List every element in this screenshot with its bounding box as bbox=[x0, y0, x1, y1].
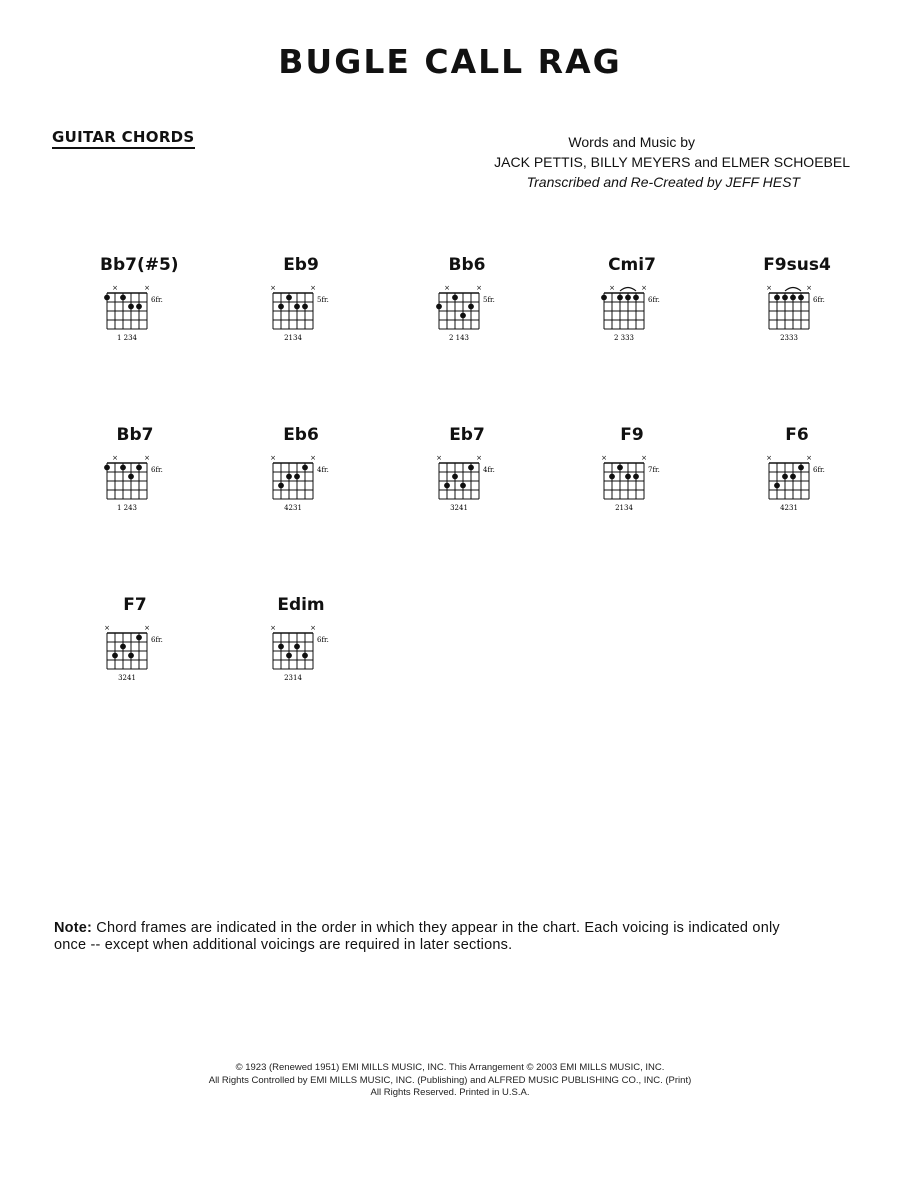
copyright-line-2: All Rights Controlled by EMI MILLS MUSIC, INC. (Publishing) and ALFRED MUSIC PUBLISHING CO., INC. (Print) bbox=[208, 1074, 692, 1086]
fingering-numbers: 2 143 bbox=[448, 334, 470, 342]
fingering-numbers: 4231 bbox=[780, 504, 798, 512]
finger-dot bbox=[120, 295, 126, 301]
finger-dot bbox=[120, 644, 126, 650]
muted-string-marker: × bbox=[444, 284, 450, 292]
finger-dot bbox=[782, 295, 788, 301]
finger-dot bbox=[104, 295, 110, 301]
muted-string-marker: × bbox=[609, 284, 615, 292]
muted-string-marker: × bbox=[806, 284, 812, 292]
fret-position-label: 6fr. bbox=[151, 466, 163, 474]
chord-frame bbox=[432, 425, 522, 535]
fret-position-label: 6fr. bbox=[648, 296, 660, 304]
finger-dot bbox=[609, 474, 615, 480]
fret-position-label: 5fr. bbox=[483, 296, 495, 304]
note-label: Note: bbox=[54, 920, 93, 936]
finger-dot bbox=[444, 483, 450, 489]
copyright-block bbox=[0, 1062, 900, 1100]
fret-position-label: 6fr. bbox=[151, 636, 163, 644]
fingering-numbers: 2 333 bbox=[613, 334, 635, 342]
copyright-line-3: All Rights Reserved. Printed in U.S.A. bbox=[370, 1087, 530, 1098]
muted-string-marker: × bbox=[641, 284, 647, 292]
chord-frame bbox=[100, 255, 190, 365]
fingering-numbers: 2314 bbox=[284, 674, 302, 682]
chord-frame bbox=[762, 425, 852, 535]
chord-name: F9 bbox=[620, 425, 644, 445]
chord-diagram bbox=[432, 255, 522, 365]
finger-dot bbox=[625, 295, 631, 301]
finger-dot bbox=[278, 483, 284, 489]
muted-string-marker: × bbox=[601, 454, 607, 462]
finger-dot bbox=[790, 474, 796, 480]
chord-name: F7 bbox=[123, 595, 147, 615]
muted-string-marker: × bbox=[144, 454, 150, 462]
credits bbox=[0, 132, 850, 192]
finger-dot bbox=[625, 474, 631, 480]
chord-name: F9sus4 bbox=[763, 255, 831, 275]
finger-dot bbox=[774, 483, 780, 489]
fret-position-label: 6fr. bbox=[813, 466, 825, 474]
fret-position-label: 4fr. bbox=[483, 466, 495, 474]
muted-string-marker: × bbox=[310, 454, 316, 462]
finger-dot bbox=[460, 313, 466, 319]
finger-dot bbox=[104, 465, 110, 471]
chord-diagram bbox=[100, 595, 190, 705]
chord-name: F6 bbox=[785, 425, 809, 445]
copyright-line-1: © 1923 (Renewed 1951) EMI MILLS MUSIC, INC. This Arrangement © 2003 EMI MILLS MUSIC, INC. bbox=[235, 1062, 665, 1073]
chord-diagram bbox=[100, 425, 190, 535]
chord-frame bbox=[266, 595, 356, 705]
chord-name: Eb7 bbox=[449, 425, 485, 445]
muted-string-marker: × bbox=[436, 454, 442, 462]
page-title: BUGLE CALL RAG bbox=[278, 42, 622, 81]
note-text: Chord frames are indicated in the order in which they appear in the chart. Each voicing is indicated only once -- except when additional voicings are required in later sections. bbox=[54, 920, 780, 953]
finger-dot bbox=[120, 465, 126, 471]
chord-diagram bbox=[762, 255, 852, 365]
finger-dot bbox=[798, 295, 804, 301]
finger-dot bbox=[286, 474, 292, 480]
finger-dot bbox=[617, 465, 623, 471]
muted-string-marker: × bbox=[476, 284, 482, 292]
chord-name: Bb6 bbox=[448, 255, 486, 275]
finger-dot bbox=[128, 304, 134, 310]
chord-name: Eb6 bbox=[283, 425, 319, 445]
finger-dot bbox=[286, 295, 292, 301]
finger-dot bbox=[452, 474, 458, 480]
chord-frame bbox=[597, 425, 687, 535]
finger-dot bbox=[136, 465, 142, 471]
finger-dot bbox=[128, 653, 134, 659]
finger-dot bbox=[302, 304, 308, 310]
fingering-numbers: 3241 bbox=[450, 504, 468, 512]
chord-name: Eb9 bbox=[283, 255, 319, 275]
chord-frame bbox=[597, 255, 687, 365]
muted-string-marker: × bbox=[806, 454, 812, 462]
fingering-numbers: 1 234 bbox=[116, 334, 138, 342]
chord-name: Bb7 bbox=[116, 425, 154, 445]
fret-position-label: 4fr. bbox=[317, 466, 329, 474]
chord-name: Edim bbox=[277, 595, 325, 615]
fret-position-label: 6fr. bbox=[813, 296, 825, 304]
credits-composers: JACK PETTIS, BILLY MEYERS and ELMER SCHOEBEL bbox=[494, 154, 850, 170]
finger-dot bbox=[136, 304, 142, 310]
muted-string-marker: × bbox=[144, 624, 150, 632]
chord-diagram bbox=[266, 595, 356, 705]
fret-position-label: 7fr. bbox=[648, 466, 660, 474]
finger-dot bbox=[798, 465, 804, 471]
muted-string-marker: × bbox=[641, 454, 647, 462]
chord-diagram bbox=[762, 425, 852, 535]
chord-diagram bbox=[100, 255, 190, 365]
muted-string-marker: × bbox=[112, 284, 118, 292]
fingering-numbers: 2134 bbox=[615, 504, 633, 512]
finger-dot bbox=[617, 295, 623, 301]
chord-diagram bbox=[597, 425, 687, 535]
finger-dot bbox=[112, 653, 118, 659]
chord-frame bbox=[432, 255, 522, 365]
muted-string-marker: × bbox=[310, 284, 316, 292]
muted-string-marker: × bbox=[310, 624, 316, 632]
finger-dot bbox=[468, 465, 474, 471]
fingering-numbers: 2134 bbox=[284, 334, 302, 342]
credits-words-music: Words and Music by bbox=[568, 134, 695, 150]
credits-transcriber: Transcribed and Re-Created by JEFF HEST bbox=[526, 174, 800, 190]
fingering-numbers: 4231 bbox=[284, 504, 302, 512]
muted-string-marker: × bbox=[270, 284, 276, 292]
finger-dot bbox=[286, 653, 292, 659]
chord-frame bbox=[100, 425, 190, 535]
finger-dot bbox=[436, 304, 442, 310]
muted-string-marker: × bbox=[104, 624, 110, 632]
section-label: GUITAR CHORDS bbox=[52, 128, 195, 149]
fingering-numbers: 2333 bbox=[780, 334, 798, 342]
fret-position-label: 5fr. bbox=[317, 296, 329, 304]
finger-dot bbox=[302, 653, 308, 659]
finger-dot bbox=[294, 304, 300, 310]
chord-diagram bbox=[266, 425, 356, 535]
chord-frame bbox=[762, 255, 852, 365]
chord-diagram bbox=[597, 255, 687, 365]
finger-dot bbox=[460, 483, 466, 489]
chord-frame bbox=[100, 595, 190, 705]
finger-dot bbox=[128, 474, 134, 480]
chord-diagram bbox=[432, 425, 522, 535]
chord-frame bbox=[266, 425, 356, 535]
muted-string-marker: × bbox=[476, 454, 482, 462]
finger-dot bbox=[294, 644, 300, 650]
muted-string-marker: × bbox=[766, 454, 772, 462]
fret-position-label: 6fr. bbox=[317, 636, 329, 644]
finger-dot bbox=[302, 465, 308, 471]
finger-dot bbox=[452, 295, 458, 301]
finger-dot bbox=[790, 295, 796, 301]
finger-dot bbox=[633, 474, 639, 480]
finger-dot bbox=[136, 635, 142, 641]
finger-dot bbox=[278, 644, 284, 650]
finger-dot bbox=[601, 295, 607, 301]
finger-dot bbox=[782, 474, 788, 480]
finger-dot bbox=[774, 295, 780, 301]
finger-dot bbox=[633, 295, 639, 301]
barre-arc bbox=[785, 288, 801, 292]
chord-name: Cmi7 bbox=[608, 255, 656, 275]
muted-string-marker: × bbox=[112, 454, 118, 462]
chord-name: Bb7(#5) bbox=[100, 255, 179, 275]
finger-dot bbox=[278, 304, 284, 310]
fingering-numbers: 3241 bbox=[118, 674, 136, 682]
muted-string-marker: × bbox=[270, 624, 276, 632]
barre-arc bbox=[620, 288, 636, 292]
note-block bbox=[54, 920, 814, 954]
fingering-numbers: 1 243 bbox=[116, 504, 138, 512]
fret-position-label: 6fr. bbox=[151, 296, 163, 304]
muted-string-marker: × bbox=[270, 454, 276, 462]
chord-diagram bbox=[266, 255, 356, 365]
chord-frame bbox=[266, 255, 356, 365]
finger-dot bbox=[294, 474, 300, 480]
muted-string-marker: × bbox=[144, 284, 150, 292]
muted-string-marker: × bbox=[766, 284, 772, 292]
finger-dot bbox=[468, 304, 474, 310]
